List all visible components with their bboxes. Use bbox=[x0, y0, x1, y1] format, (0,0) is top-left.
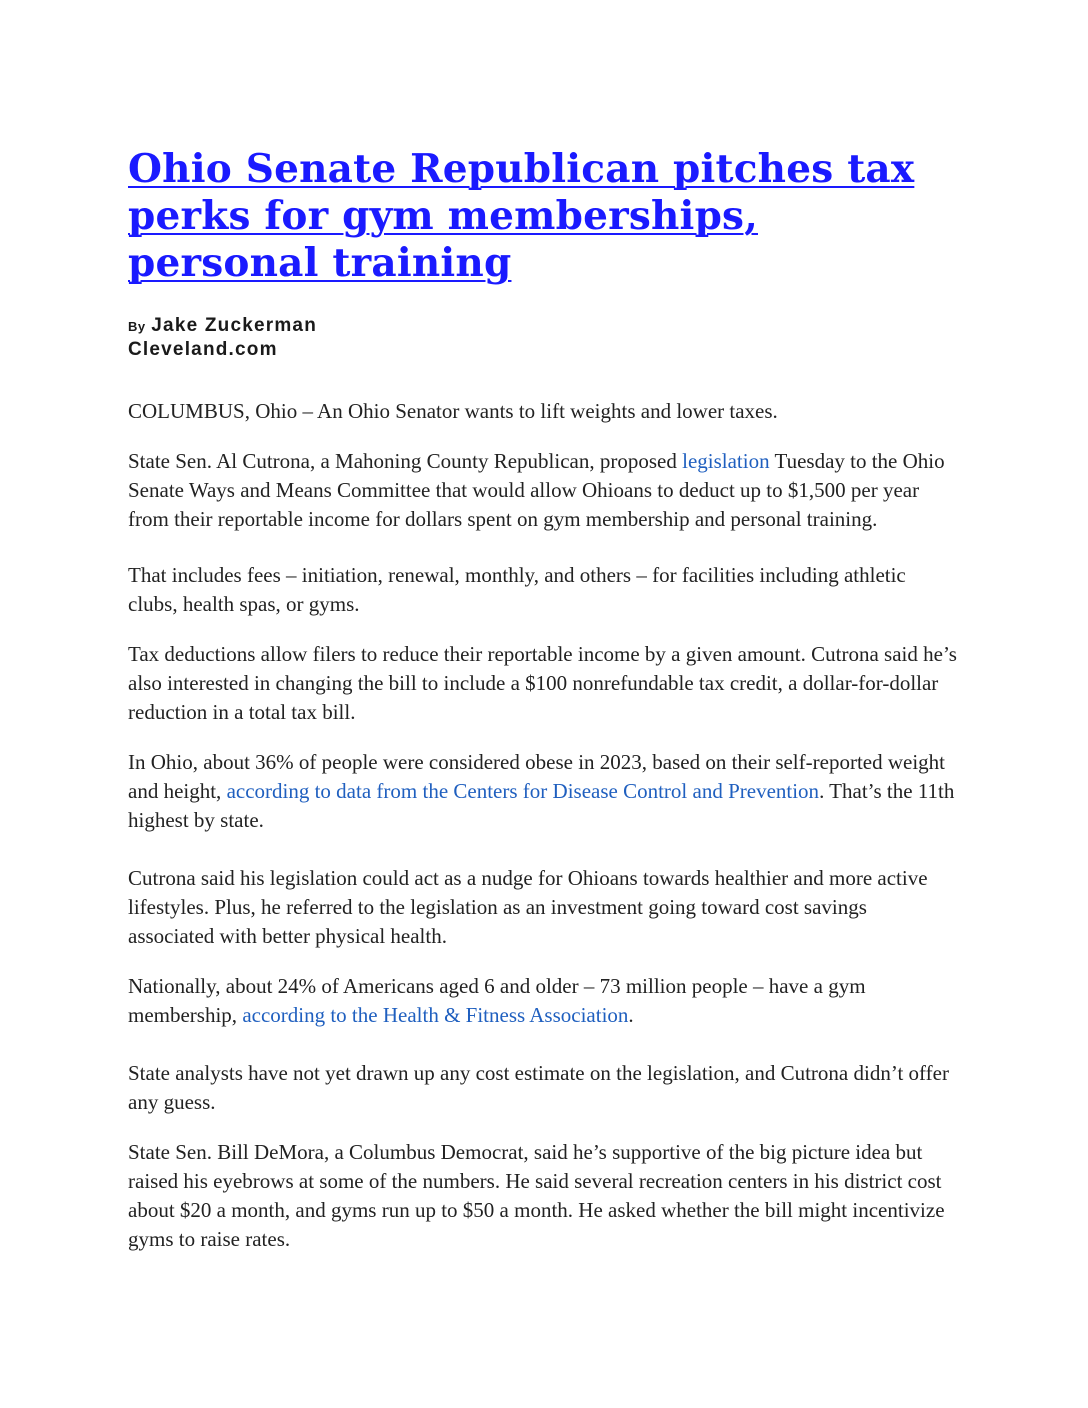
article-headline bbox=[128, 146, 958, 287]
health-fitness-association-link[interactable]: according to the Health & Fitness Association bbox=[242, 1003, 629, 1027]
paragraph-2-text-a: State Sen. Al Cutrona, a Mahoning County Republican, proposed bbox=[128, 449, 683, 473]
article bbox=[128, 146, 958, 1254]
paragraph-8: State analysts have not yet drawn up any cost estimate on the legislation, and Cutrona didn’t offer any guess. bbox=[128, 1061, 949, 1114]
paragraph-7 bbox=[128, 972, 958, 1030]
byline-author: Jake Zuckerman bbox=[151, 315, 318, 336]
cdc-data-link[interactable]: according to data from the Centers for Disease Control and Prevention bbox=[226, 779, 820, 803]
paragraph-2 bbox=[128, 447, 958, 534]
paragraph-3: That includes fees – initiation, renewal, monthly, and others – for facilities including athletic clubs, health spas, or gyms. bbox=[128, 563, 906, 616]
paragraph-4: Tax deductions allow filers to reduce their reportable income by a given amount. Cutrona said he’s also interested in changing the bill to include a $100 nonrefundable tax credit, a dollar-for-dollar reduction in a total tax bill. bbox=[128, 642, 957, 724]
byline-prefix: By bbox=[128, 319, 146, 334]
paragraph-7-text-a: Nationally, about 24% of Americans aged 6 and older – 73 million people – have a gym membership, bbox=[128, 974, 866, 1027]
paragraph-2-text-b: Tuesday to the Ohio Senate Ways and Means Committee that would allow Ohioans to deduct up to $1,500 per year from their reportable income for dollars spent on gym membership and personal training. bbox=[128, 449, 945, 531]
paragraph-7-text-b: . bbox=[628, 1003, 634, 1027]
paragraph-6: Cutrona said his legislation could act as a nudge for Ohioans towards healthier and more active lifestyles. Plus, he referred to the legislation as an investment going toward cost savings associated with better physical health. bbox=[128, 866, 928, 948]
byline bbox=[128, 315, 958, 361]
paragraph-5-text-a: In Ohio, about 36% of people were considered obese in 2023, based on their self-reported weight and height, bbox=[128, 750, 946, 803]
paragraph-9: State Sen. Bill DeMora, a Columbus Democrat, said he’s supportive of the big picture idea but raised his eyebrows at some of the numbers. He said several recreation centers in his district cost about $20 a month, and gyms run up to $50 a month. He asked whether the bill might incentivize gyms to raise rates. bbox=[128, 1140, 945, 1251]
byline-outlet: Cleveland.com bbox=[128, 339, 278, 360]
paragraph-5 bbox=[128, 748, 958, 835]
article-body bbox=[128, 397, 958, 1254]
paragraph-5-text-b: . That’s the 11th highest by state. bbox=[128, 779, 955, 832]
headline-link[interactable]: Ohio Senate Republican pitches tax perks for gym memberships, personal training bbox=[128, 146, 915, 286]
legislation-link[interactable]: legislation bbox=[682, 449, 770, 473]
paragraph-1: COLUMBUS, Ohio – An Ohio Senator wants to lift weights and lower taxes. bbox=[128, 399, 778, 423]
